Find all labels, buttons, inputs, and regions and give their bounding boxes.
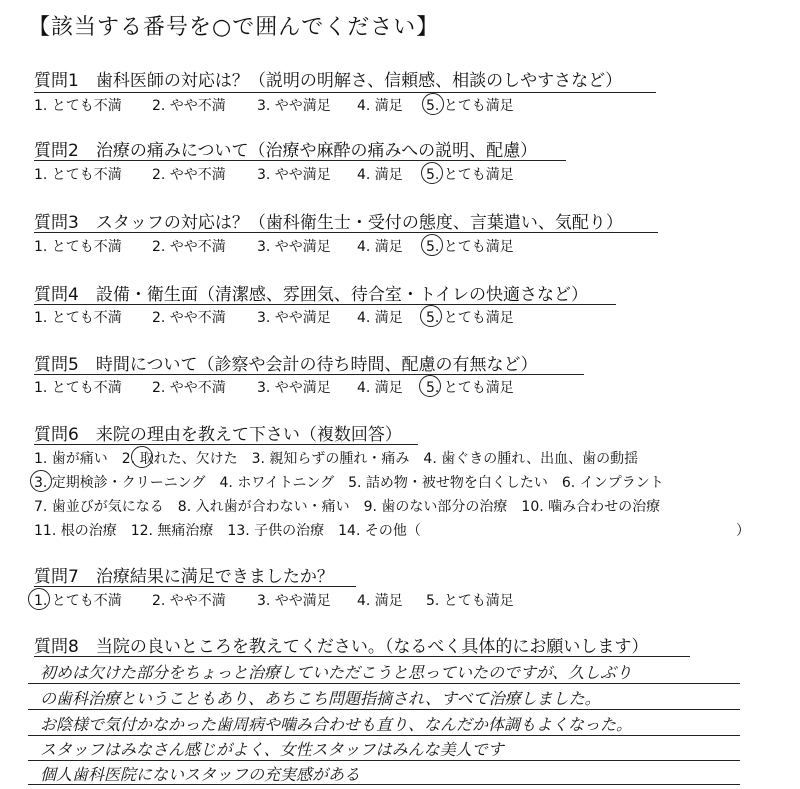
q1-option-4[interactable]: 4. 満足	[357, 98, 403, 114]
q4-option-5[interactable]: 5. とても満足	[426, 310, 514, 326]
q5-option-4[interactable]: 4. 満足	[357, 380, 403, 396]
answer-rule-3	[28, 735, 740, 736]
question-7-underline	[34, 586, 356, 587]
q7-selection-circle	[28, 588, 50, 610]
question-5-title: 質問5 時間について（診察や会計の待ち時間、配慮の有無など）	[34, 355, 538, 375]
q2-option-2[interactable]: 2. やや不満	[152, 167, 226, 183]
question-4-underline	[34, 304, 616, 305]
question-8-title: 質問8 当院の良いところを教えてください。（なるべく具体的にお願いします）	[34, 637, 649, 657]
q4-option-1[interactable]: 1. とても不満	[34, 310, 122, 326]
q8-answer-line-2: の歯科治療ということもあり、あちこち問題指摘され、すべて治療しました。	[40, 689, 601, 708]
q6-selection-circle-3	[30, 470, 52, 492]
q6-row-3[interactable]: 7. 歯並びが気になる 8. 入れ歯が合わない・痛い 9. 歯のない部分の治療 10. 噛み合わせの治療	[34, 499, 661, 515]
q7-option-2[interactable]: 2. やや不満	[152, 593, 226, 609]
q6-row-4[interactable]: 11. 根の治療 12. 無痛治療 13. 子供の治療 14. その他（	[34, 523, 421, 539]
q6-other-close-bracket: ）	[736, 523, 750, 539]
question-3-title: 質問3 スタッフの対応は？（歯科衛生士・受付の態度、言葉遣い、気配り）	[34, 213, 623, 233]
q1-option-1[interactable]: 1. とても不満	[34, 98, 122, 114]
q3-option-3[interactable]: 3. やや満足	[257, 239, 331, 255]
question-3-underline	[34, 232, 658, 233]
q1-selection-circle	[422, 93, 444, 115]
page-header: 【該当する番号を○で囲んでください】	[28, 15, 440, 40]
question-6-title: 質問6 来院の理由を教えて下さい（複数回答）	[34, 425, 402, 445]
q2-option-4[interactable]: 4. 満足	[357, 167, 403, 183]
q5-option-5[interactable]: 5. とても満足	[426, 380, 514, 396]
question-4-title: 質問4 設備・衛生面（清潔感、雰囲気、待合室・トイレの快適さなど）	[34, 285, 588, 305]
q2-option-3[interactable]: 3. やや満足	[257, 167, 331, 183]
q8-answer-line-5: 個人歯科医院にないスタッフの充実感がある	[40, 765, 361, 784]
q3-option-5[interactable]: 5. とても満足	[426, 239, 514, 255]
q8-answer-line-4: スタッフはみなさん感じがよく、女性スタッフはみんな美人です	[40, 740, 504, 759]
q5-option-3[interactable]: 3. やや満足	[257, 380, 331, 396]
q2-option-5[interactable]: 5. とても満足	[426, 167, 514, 183]
q2-selection-circle	[421, 162, 443, 184]
q7-option-1[interactable]: 1. とても不満	[34, 593, 122, 609]
q4-selection-circle	[420, 305, 442, 327]
answer-rule-1	[28, 683, 740, 684]
q6-row-2[interactable]: 3. 定期検診・クリーニング 4. ホワイトニング 5. 詰め物・被せ物を白くしたい 6. インプラント	[34, 475, 664, 491]
question-7-title: 質問7 治療結果に満足できましたか？	[34, 567, 334, 587]
question-6-underline	[34, 444, 418, 445]
answer-rule-4	[28, 760, 740, 761]
q1-option-2[interactable]: 2. やや不満	[152, 98, 226, 114]
answer-rule-5	[28, 784, 740, 785]
q4-option-4[interactable]: 4. 満足	[357, 310, 403, 326]
q4-option-3[interactable]: 3. やや満足	[257, 310, 331, 326]
q5-option-1[interactable]: 1. とても不満	[34, 380, 122, 396]
q6-row-1[interactable]: 1. 歯が痛い 2. 取れた、欠けた 3. 親知らずの腫れ・痛み 4. 歯ぐきの腫れ、出血、歯の動揺	[34, 451, 639, 467]
q3-option-1[interactable]: 1. とても不満	[34, 239, 122, 255]
question-2-underline	[34, 160, 566, 161]
question-2-title: 質問2 治療の痛みについて（治療や麻酔の痛みへの説明、配慮）	[34, 141, 538, 161]
q1-option-5[interactable]: 5. とても満足	[426, 98, 514, 114]
q3-selection-circle	[421, 234, 443, 256]
answer-rule-2	[28, 709, 740, 710]
question-1-title: 質問1 歯科医師の対応は？（説明の明解さ、信頼感、相談のしやすさなど）	[34, 71, 623, 91]
q8-answer-line-3: お陰様で気付かなかった歯周病や噛み合わせも直り、なんだか体調もよくなった。	[40, 715, 633, 734]
q7-option-5[interactable]: 5. とても満足	[426, 593, 514, 609]
q3-option-4[interactable]: 4. 満足	[357, 239, 403, 255]
q6-selection-circle-2	[131, 446, 153, 468]
question-8-underline	[34, 656, 690, 657]
question-5-underline	[34, 374, 584, 375]
q2-option-1[interactable]: 1. とても不満	[34, 167, 122, 183]
q1-option-3[interactable]: 3. やや満足	[257, 98, 331, 114]
q8-answer-line-1: 初めは欠けた部分をちょっと治療していただこうと思っていたのですが、久しぶり	[40, 663, 633, 682]
q5-option-2[interactable]: 2. やや不満	[152, 380, 226, 396]
question-1-underline	[34, 92, 656, 93]
q7-option-4[interactable]: 4. 満足	[357, 593, 403, 609]
q7-option-3[interactable]: 3. やや満足	[257, 593, 331, 609]
q3-option-2[interactable]: 2. やや不満	[152, 239, 226, 255]
q5-selection-circle	[419, 375, 441, 397]
q4-option-2[interactable]: 2. やや不満	[152, 310, 226, 326]
